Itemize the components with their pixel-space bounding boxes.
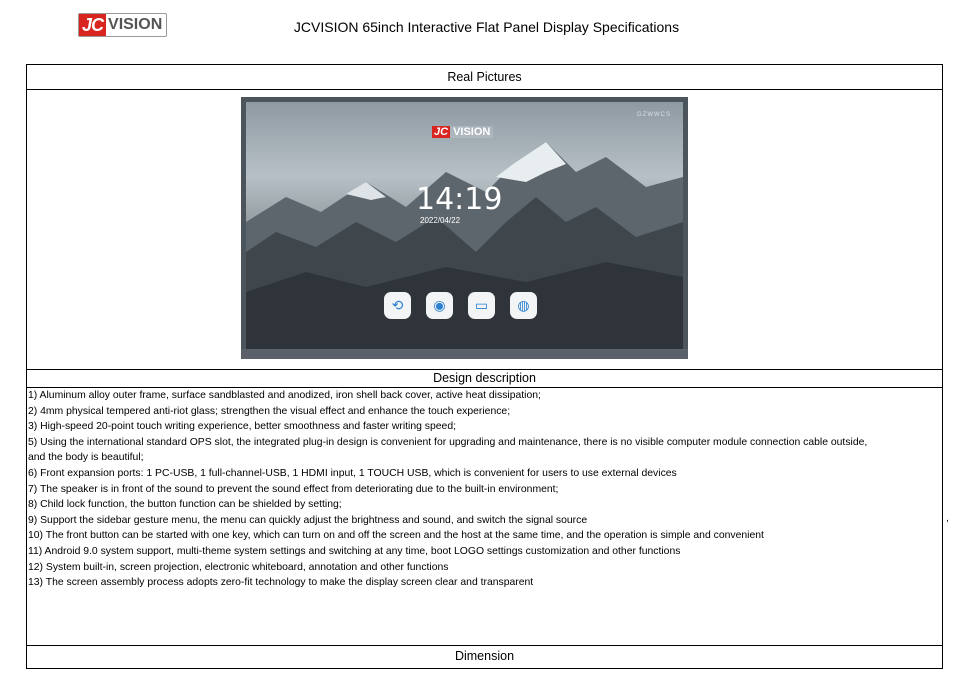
display-screen — [246, 102, 683, 349]
design-item: 1) Aluminum alloy outer frame, surface sandblasted and anodized, iron shell back cover, active heat dissipation; — [28, 390, 541, 401]
screen-date: 2022/04/22 — [420, 216, 461, 225]
design-item: 13) The screen assembly process adopts zero-fit technology to make the display screen clear and transparent — [28, 577, 534, 589]
refresh-app-icon: ⟲ — [384, 292, 411, 319]
display-bezel — [241, 349, 688, 359]
spec-table — [26, 64, 943, 669]
screen-top-code: GZWWCS — [637, 112, 671, 118]
document-title: JCVISION 65inch Interactive Flat Panel Display Specifications — [293, 19, 680, 35]
margin-mark: , — [946, 513, 949, 524]
design-item: 5) Using the international standard OPS slot, the integrated plug-in design is convenient for upgrading and maintenance, there is no visible computer module connection cable outside, — [28, 436, 868, 448]
screen-logo — [432, 126, 493, 138]
screen-clock: 14:19 — [416, 182, 503, 217]
design-item: 8) Child lock function, the button function can be shielded by setting; — [28, 499, 342, 511]
section-header-dimension: Dimension — [454, 649, 515, 663]
product-photo — [241, 97, 688, 359]
design-item: 3) High-speed 20-point touch writing experience, better smoothness and faster writing speed; — [28, 421, 456, 433]
divider — [27, 369, 942, 370]
screen-logo-jc: JC — [434, 126, 449, 138]
design-item: 10) The front button can be started with one key, which can turn on and off the screen and the host at the same time, and the operation is simple and convenient — [28, 530, 764, 542]
design-item: and the body is beautiful; — [28, 452, 144, 464]
design-item: 9) Support the sidebar gesture menu, the menu can quickly adjust the brightness and sound, and switch the signal source — [28, 514, 588, 526]
divider — [27, 645, 942, 646]
globe-app-icon: ◍ — [510, 292, 537, 319]
design-item: 2) 4mm physical tempered anti-riot glass; strengthen the visual effect and enhance the touch experience; — [28, 405, 511, 417]
section-header-real-pictures: Real Pictures — [447, 70, 522, 84]
screen-app-dock — [384, 292, 537, 319]
logo-vision-text: VISION — [108, 16, 163, 33]
logo-jc-text: JC — [79, 14, 106, 36]
design-item: 7) The speaker is in front of the sound to prevent the sound effect from deteriorating due to the built-in environment; — [28, 483, 559, 495]
design-item: 6) Front expansion ports: 1 PC-USB, 1 full-channel-USB, 1 HDMI input, 1 TOUCH USB, which is convenient for users to use external devices — [28, 468, 677, 479]
section-header-design-description: Design description — [433, 371, 536, 385]
design-item: 11) Android 9.0 system support, multi-theme system settings and switching at any time, boot LOGO settings customization and other functions — [28, 546, 681, 557]
palette-app-icon: ◉ — [426, 292, 453, 319]
design-item: 12) System built-in, screen projection, electronic whiteboard, annotation and other functions — [28, 561, 449, 573]
divider — [27, 89, 942, 90]
screen-logo-vision: VISION — [450, 126, 493, 138]
monitor-app-icon: ▭ — [468, 292, 495, 319]
